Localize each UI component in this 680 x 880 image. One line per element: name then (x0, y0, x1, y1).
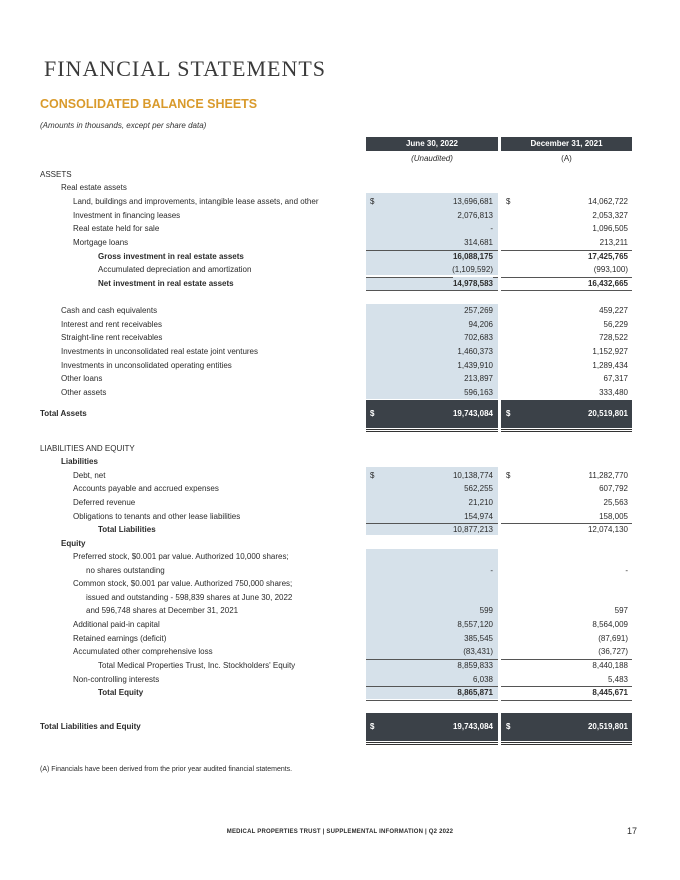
column-header-dec-2021: December 31, 2021 (501, 137, 632, 151)
row-label: Debt, net (73, 471, 106, 480)
row-label: Total Equity (98, 688, 144, 697)
row-label: Equity (61, 539, 86, 548)
table-row (0, 591, 680, 605)
value-june: 1,460,373 (457, 347, 493, 356)
value-june: 19,743,084 (452, 722, 493, 731)
value-june: 1,439,910 (457, 361, 493, 370)
row-label: Other assets (61, 388, 107, 397)
table-row (0, 222, 680, 236)
row-label: Total Assets (40, 409, 87, 418)
table-row (0, 407, 680, 421)
row-label: Land, buildings and improvements, intangible lease assets, and other (73, 197, 319, 206)
dollar-sign: $ (506, 197, 511, 206)
value-december: 333,480 (599, 388, 628, 397)
value-june: 213,897 (464, 374, 493, 383)
page-title: FINANCIAL STATEMENTS (44, 56, 327, 81)
value-december: 17,425,765 (587, 252, 628, 261)
value-december: 20,519,801 (587, 409, 628, 418)
table-row (0, 318, 680, 332)
table-row (0, 645, 680, 659)
underline (501, 290, 632, 291)
page-number: 17 (627, 826, 638, 836)
dollar-sign: $ (370, 722, 375, 731)
table-row (0, 686, 680, 700)
value-december: 607,792 (599, 484, 628, 493)
dollar-sign: $ (370, 471, 375, 480)
dollar-sign: $ (370, 197, 375, 206)
value-december: (993,100) (593, 265, 628, 274)
column-subheader-unaudited: (Unaudited) (411, 154, 453, 163)
value-december: 56,229 (603, 320, 628, 329)
dollar-sign: $ (506, 722, 511, 731)
value-june: 385,545 (464, 634, 493, 643)
value-december: 1,152,927 (592, 347, 628, 356)
value-june: - (490, 224, 493, 233)
table-row (0, 209, 680, 223)
double-underline (366, 429, 498, 432)
value-june: 562,255 (464, 484, 493, 493)
table-row (0, 195, 680, 209)
value-june: 10,138,774 (452, 471, 493, 480)
value-june: 16,088,175 (452, 252, 493, 261)
value-december: 1,096,505 (592, 224, 628, 233)
row-label: Accumulated other comprehensive loss (73, 647, 213, 656)
value-december: 12,074,130 (587, 525, 628, 534)
value-june: - (490, 566, 493, 575)
value-june: 599 (479, 606, 493, 615)
value-june: (1,109,592) (452, 265, 493, 274)
value-december: 5,483 (607, 675, 628, 684)
value-december: (87,691) (598, 634, 628, 643)
table-row (0, 618, 680, 632)
value-june: 8,557,120 (457, 620, 493, 629)
table-row (0, 263, 680, 277)
row-label: ASSETS (40, 170, 72, 179)
dollar-sign: $ (370, 409, 375, 418)
value-june: 596,163 (464, 388, 493, 397)
table-row (0, 537, 680, 551)
table-row (0, 510, 680, 524)
row-label: Non-controlling interests (73, 675, 160, 684)
row-label: no shares outstanding (86, 566, 165, 575)
row-label: issued and outstanding - 598,839 shares at June 30, 2022 (86, 593, 293, 602)
table-row (0, 632, 680, 646)
table-row (0, 720, 680, 734)
row-label: Total Liabilities and Equity (40, 722, 141, 731)
value-december: 14,062,722 (587, 197, 628, 206)
value-december: 459,227 (599, 306, 628, 315)
table-row (0, 455, 680, 469)
value-december: 11,282,770 (588, 471, 628, 480)
value-december: 2,053,327 (592, 211, 628, 220)
double-underline (501, 429, 632, 432)
value-december: 8,445,671 (592, 688, 628, 697)
value-june: 8,865,871 (457, 688, 493, 697)
table-row (0, 496, 680, 510)
table-row (0, 564, 680, 578)
table-row (0, 673, 680, 687)
table-row (0, 469, 680, 483)
table-row (0, 277, 680, 291)
value-june: 2,076,813 (457, 211, 493, 220)
value-december: 67,317 (603, 374, 628, 383)
column-subheader-a: (A) (561, 154, 572, 163)
value-june: 13,696,681 (452, 197, 493, 206)
value-june: 19,743,084 (452, 409, 493, 418)
dollar-sign: $ (506, 409, 511, 418)
value-december: 16,432,665 (587, 279, 628, 288)
row-label: Additional paid-in capital (73, 620, 160, 629)
subtitle: (Amounts in thousands, except per share data) (40, 121, 207, 130)
value-december: 1,289,434 (592, 361, 628, 370)
row-label: Net investment in real estate assets (98, 279, 234, 288)
value-june: 10,877,213 (452, 525, 493, 534)
table-row (0, 523, 680, 537)
table-row (0, 250, 680, 264)
table-row (0, 331, 680, 345)
double-underline (366, 742, 498, 745)
table-row (0, 345, 680, 359)
value-december: - (625, 566, 628, 575)
value-december: 20,519,801 (587, 722, 628, 731)
table-row (0, 386, 680, 400)
row-label: LIABILITIES AND EQUITY (40, 444, 135, 453)
page-footer: MEDICAL PROPERTIES TRUST | SUPPLEMENTAL INFORMATION | Q2 2022 (226, 829, 454, 835)
column-header-june-2022: June 30, 2022 (366, 137, 498, 151)
double-underline (501, 742, 632, 745)
row-label: Cash and cash equivalents (61, 306, 158, 315)
dollar-sign: $ (506, 471, 511, 480)
row-label: Retained earnings (deficit) (73, 634, 167, 643)
value-december: (36,727) (598, 647, 628, 656)
value-june: 702,683 (464, 333, 493, 342)
row-label: Mortgage loans (73, 238, 129, 247)
row-label: Other loans (61, 374, 103, 383)
table-row (0, 372, 680, 386)
underline (366, 700, 498, 701)
table-row (0, 482, 680, 496)
table-row (0, 604, 680, 618)
row-label: Straight-line rent receivables (61, 333, 163, 342)
row-label: Gross investment in real estate assets (98, 252, 244, 261)
table-row (0, 304, 680, 318)
value-june: 314,681 (464, 238, 493, 247)
value-june: (83,431) (463, 647, 493, 656)
value-december: 25,563 (603, 498, 628, 507)
table-row (0, 442, 680, 456)
value-june: 94,206 (468, 320, 493, 329)
table-row (0, 659, 680, 673)
value-december: 8,440,188 (592, 661, 628, 670)
row-label: Common stock, $0.001 par value. Authorized 750,000 shares; (73, 579, 293, 588)
value-june: 8,859,833 (457, 661, 493, 670)
row-label: Obligations to tenants and other lease liabilities (73, 512, 241, 521)
row-label: Accounts payable and accrued expenses (73, 484, 219, 493)
value-december: 158,005 (599, 512, 628, 521)
table-row (0, 168, 680, 182)
value-december: 728,522 (599, 333, 628, 342)
value-june: 154,974 (464, 512, 493, 521)
row-label: and 596,748 shares at December 31, 2021 (86, 606, 239, 615)
table-row (0, 550, 680, 564)
value-june: 6,038 (472, 675, 493, 684)
row-label: Real estate held for sale (73, 224, 160, 233)
row-label: Investments in unconsolidated real estate joint ventures (61, 347, 259, 356)
table-row (0, 181, 680, 195)
row-label: Accumulated depreciation and amortization (98, 265, 252, 274)
value-december: 8,564,009 (592, 620, 628, 629)
underline (366, 290, 498, 291)
section-title: CONSOLIDATED BALANCE SHEETS (40, 97, 258, 111)
underline (501, 700, 632, 701)
value-june: 21,210 (468, 498, 493, 507)
row-label: Liabilities (61, 457, 98, 466)
value-december: 213,211 (599, 238, 628, 247)
value-june: 14,978,583 (453, 277, 493, 291)
table-row (0, 236, 680, 250)
footnote: (A) Financials have been derived from the prior year audited financial statements. (40, 766, 293, 773)
row-label: Deferred revenue (73, 498, 136, 507)
row-label: Interest and rent receivables (61, 320, 162, 329)
table-row (0, 577, 680, 591)
table-row (0, 359, 680, 373)
value-december: 597 (614, 606, 628, 615)
row-label: Total Liabilities (98, 525, 156, 534)
row-label: Real estate assets (61, 183, 127, 192)
row-label: Preferred stock, $0.001 par value. Authorized 10,000 shares; (73, 552, 289, 561)
row-label: Investments in unconsolidated operating entities (61, 361, 232, 370)
row-label: Total Medical Properties Trust, Inc. Stockholders' Equity (98, 661, 296, 670)
row-label: Investment in financing leases (73, 211, 181, 220)
value-june: 257,269 (464, 306, 493, 315)
